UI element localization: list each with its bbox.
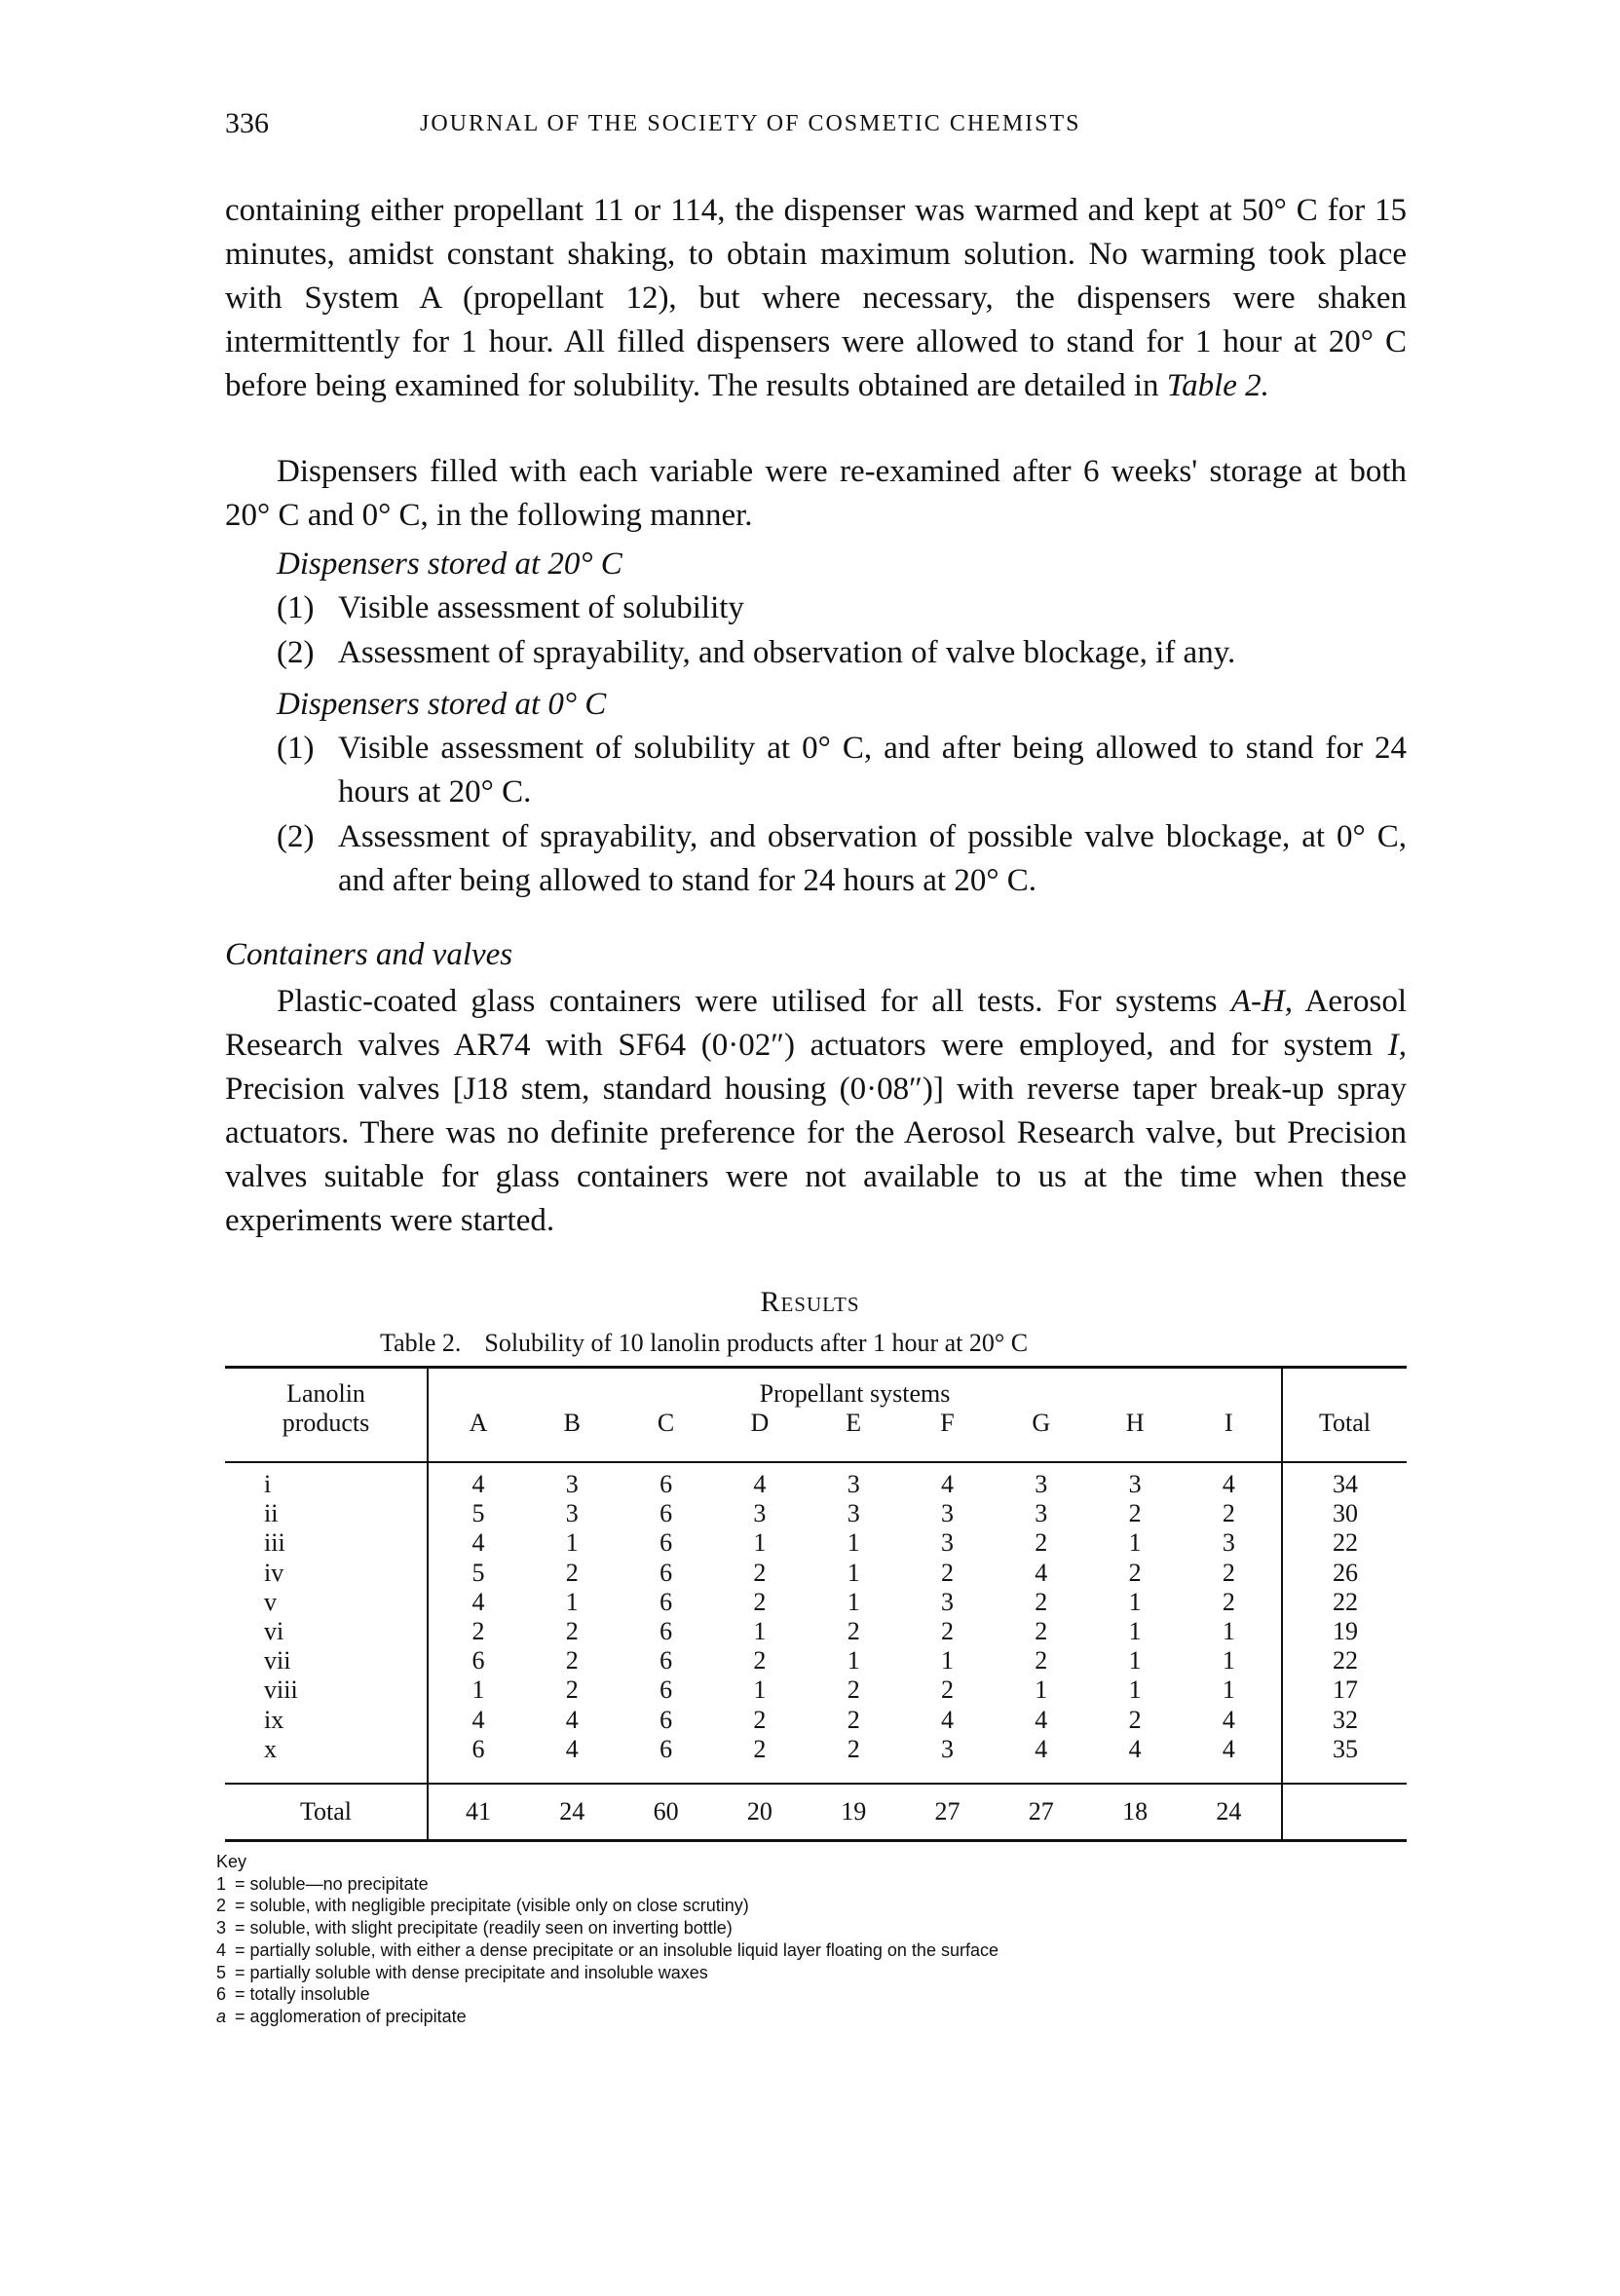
- row-label: ii: [264, 1499, 279, 1528]
- row-label: viii: [264, 1675, 298, 1705]
- item-text: Visible assessment of solubility: [338, 590, 744, 625]
- table-cell: 4: [1035, 1734, 1048, 1763]
- row-total: 35: [1333, 1734, 1358, 1763]
- table-cell: 3: [941, 1499, 954, 1528]
- table-cell: 4: [753, 1470, 767, 1498]
- list-item: [277, 631, 1407, 675]
- row-total: 19: [1333, 1617, 1358, 1645]
- column-total: 20: [746, 1797, 772, 1826]
- table-cell: 1: [941, 1646, 954, 1675]
- row-label: i: [264, 1470, 272, 1498]
- table-cell: 6: [659, 1470, 673, 1498]
- table-label: Table 2.: [380, 1329, 462, 1357]
- key-item: [216, 1895, 998, 1917]
- table-cell: 3: [941, 1528, 954, 1558]
- column-total: 18: [1122, 1797, 1149, 1826]
- key-item: [216, 1983, 998, 2006]
- table-cell: 3: [1128, 1470, 1142, 1498]
- table-cell: 1: [1128, 1587, 1142, 1616]
- item-number: (1): [277, 590, 315, 625]
- table-cell: 3: [941, 1734, 954, 1763]
- table-cell: 2: [1035, 1617, 1048, 1645]
- table-cell: 1: [753, 1617, 767, 1645]
- column-header-C: C: [657, 1409, 675, 1437]
- column-total: 41: [466, 1797, 491, 1826]
- key-symbol: 6: [216, 1984, 227, 2005]
- row-total: 22: [1333, 1528, 1358, 1558]
- table-key: [216, 1851, 998, 2028]
- key-item: [216, 2006, 998, 2028]
- table-reference: Table 2.: [1166, 368, 1269, 403]
- table-cell: 1: [1035, 1675, 1048, 1705]
- header-rule: [225, 1461, 1407, 1463]
- table-cell: 5: [471, 1558, 485, 1587]
- key-symbol: 3: [216, 1918, 227, 1938]
- table-cell: 1: [1222, 1646, 1235, 1675]
- table-cell: 1: [471, 1675, 485, 1705]
- system-label: I,: [1387, 1028, 1407, 1063]
- table-cell: 1: [847, 1528, 860, 1558]
- table-cell: 1: [1128, 1646, 1142, 1675]
- total-header: Total: [1318, 1409, 1372, 1437]
- item-text: Assessment of sprayability, and observation of valve blockage, if any.: [338, 635, 1236, 670]
- column-total: 24: [559, 1797, 585, 1826]
- key-text: = soluble, with slight precipitate (readily seen on inverting bottle): [235, 1918, 733, 1938]
- table-cell: 2: [941, 1675, 954, 1705]
- paragraph-1-text: containing either propellant 11 or 114, the dispenser was warmed and kept at 50° C for 15 minutes, amidst constant shaking, to obtain maximum solution. No warming took place with System A (propellant 12), but where necessary, the dispensers were shaken intermittently for 1 hour. All filled dispensers were allowed to stand for 1 hour at 20° C before being examined for solubility. The results obtained are detailed in: [225, 193, 1407, 403]
- row-label: x: [264, 1734, 277, 1763]
- row-total: 32: [1333, 1705, 1358, 1734]
- row-total: 30: [1333, 1499, 1358, 1528]
- key-text: = totally insoluble: [235, 1984, 370, 2005]
- table-cell: 2: [847, 1675, 860, 1705]
- key-item: [216, 1873, 998, 1896]
- table-cell: 3: [565, 1470, 579, 1498]
- table-cell: 4: [471, 1528, 485, 1558]
- table-cell: 2: [847, 1705, 860, 1734]
- item-text: Assessment of sprayability, and observation of possible valve blockage, at 0° C, and after being allowed to stand for 24 hours at 20° C.: [338, 819, 1407, 898]
- key-symbol: 4: [216, 1939, 227, 1960]
- system-range: A-H,: [1230, 984, 1294, 1019]
- paragraph-containers: [225, 980, 1407, 1243]
- list-item: [277, 586, 1407, 630]
- table-cell: 4: [471, 1587, 485, 1616]
- table-cell: 6: [659, 1705, 673, 1734]
- column-header-G: G: [1032, 1409, 1051, 1437]
- row-total: 26: [1333, 1558, 1358, 1587]
- column-total: 60: [653, 1797, 679, 1826]
- table-cell: 1: [753, 1675, 767, 1705]
- total-row-label: Total: [299, 1797, 353, 1826]
- column-divider: [427, 1368, 429, 1841]
- key-title: Key: [216, 1852, 247, 1871]
- table-cell: 2: [565, 1558, 579, 1587]
- table-cell: 4: [1128, 1734, 1142, 1763]
- row-total: 22: [1333, 1587, 1358, 1616]
- table-cell: 6: [471, 1734, 485, 1763]
- table-cell: 3: [847, 1499, 860, 1528]
- item-number: (2): [277, 635, 315, 670]
- row-header: [225, 1379, 427, 1438]
- table-cell: 6: [659, 1528, 673, 1558]
- total-rule: [225, 1783, 1407, 1785]
- table-cell: 4: [565, 1734, 579, 1763]
- table-cell: 4: [565, 1705, 579, 1734]
- section-heading-containers: Containers and valves: [225, 937, 513, 972]
- list-item: [277, 727, 1407, 814]
- key-text: = soluble—no precipitate: [235, 1873, 429, 1894]
- table-cell: 1: [847, 1558, 860, 1587]
- table-cell: 1: [1128, 1528, 1142, 1558]
- table-cell: 2: [753, 1587, 767, 1616]
- column-total: 19: [841, 1797, 867, 1826]
- text: Precision valves [J18 stem, standard housing (0·08″)] with reverse taper break-up spray actuators. There was no definite preference for the Aerosol Research valve, but Precision valves suitable for glass containers were not available to us at the time when these experiments were started.: [225, 1072, 1407, 1238]
- group-header: Propellant systems: [759, 1379, 951, 1408]
- table-bottom-rule: [225, 1839, 1407, 1842]
- table-cell: 6: [659, 1734, 673, 1763]
- column-header-H: H: [1125, 1409, 1145, 1437]
- table-cell: 3: [847, 1470, 860, 1498]
- table-cell: 2: [753, 1705, 767, 1734]
- table-cell: 2: [1128, 1499, 1142, 1528]
- table-cell: 2: [1128, 1705, 1142, 1734]
- key-item: [216, 1962, 998, 1984]
- table-cell: 1: [1222, 1617, 1235, 1645]
- table-cell: 1: [847, 1646, 860, 1675]
- column-header-F: F: [940, 1409, 955, 1437]
- table-cell: 3: [753, 1499, 767, 1528]
- column-header-E: E: [846, 1409, 862, 1437]
- table-cell: 3: [1222, 1528, 1235, 1558]
- table-cell: 4: [941, 1705, 954, 1734]
- table-cell: 2: [1222, 1499, 1235, 1528]
- table-cell: 2: [565, 1675, 579, 1705]
- paragraph-2-text: Dispensers filled with each variable were re-examined after 6 weeks' storage at both 20° C and 0° C, in the following manner.: [225, 454, 1407, 533]
- key-text: = agglomeration of precipitate: [235, 2006, 467, 2026]
- paragraph-2: [225, 450, 1407, 538]
- row-total: 34: [1333, 1470, 1358, 1498]
- row-label: v: [264, 1587, 277, 1616]
- key-item: [216, 1939, 998, 1962]
- column-total: 27: [934, 1797, 961, 1826]
- table-cell: 2: [1222, 1587, 1235, 1616]
- row-total: 17: [1333, 1675, 1358, 1705]
- row-label: iii: [264, 1528, 285, 1558]
- key-text: = soluble, with negligible precipitate (visible only on close scrutiny): [235, 1896, 749, 1916]
- table-cell: 2: [847, 1734, 860, 1763]
- table-cell: 2: [753, 1646, 767, 1675]
- journal-title: JOURNAL OF THE SOCIETY OF COSMETIC CHEMISTS: [420, 111, 1081, 136]
- text: Aerosol Research valves AR74 with SF64 (0·02″) actuators were employed, and for system: [225, 984, 1408, 1063]
- item-number: (2): [277, 819, 315, 854]
- table-cell: 4: [1035, 1705, 1048, 1734]
- table-cell: 2: [1035, 1528, 1048, 1558]
- row-label: vii: [264, 1646, 291, 1675]
- key-text: = partially soluble, with either a dense precipitate or an insoluble liquid layer floating on the surface: [235, 1939, 998, 1960]
- table-cell: 2: [1222, 1558, 1235, 1587]
- caption-text: Solubility of 10 lanolin products after 1 hour at 20° C: [484, 1329, 1029, 1357]
- table-top-rule: [225, 1366, 1407, 1369]
- subheading-stored-20c: Dispensers stored at 20° C: [277, 546, 622, 582]
- table-cell: 2: [565, 1617, 579, 1645]
- row-label: vi: [264, 1617, 284, 1645]
- row-total: 22: [1333, 1646, 1358, 1675]
- table-cell: 6: [659, 1646, 673, 1675]
- paragraph-1: [225, 189, 1407, 408]
- row-header-line: Lanolin: [286, 1379, 365, 1408]
- table-cell: 5: [471, 1499, 485, 1528]
- list-item: [277, 815, 1407, 903]
- subheading-stored-0c: Dispensers stored at 0° C: [277, 687, 607, 722]
- text: Plastic-coated glass containers were utilised for all tests. For systems: [277, 984, 1218, 1019]
- table-cell: 6: [659, 1587, 673, 1616]
- table-cell: 1: [565, 1587, 579, 1616]
- table-caption: [380, 1329, 1051, 1358]
- table-cell: 6: [659, 1499, 673, 1528]
- table-cell: 4: [941, 1470, 954, 1498]
- table-cell: 3: [1035, 1499, 1048, 1528]
- solubility-table: [225, 1364, 1407, 1843]
- table-cell: 4: [471, 1470, 485, 1498]
- key-symbol: 1: [216, 1873, 227, 1894]
- key-symbol: 2: [216, 1896, 227, 1916]
- table-cell: 4: [1222, 1705, 1235, 1734]
- table-cell: 2: [471, 1617, 485, 1645]
- table-cell: 2: [565, 1646, 579, 1675]
- table-cell: 2: [753, 1558, 767, 1587]
- table-cell: 2: [753, 1734, 767, 1763]
- key-symbol: a: [216, 2006, 227, 2026]
- key-item: [216, 1917, 998, 1939]
- table-cell: 6: [659, 1675, 673, 1705]
- table-cell: 1: [753, 1528, 767, 1558]
- table-cell: 3: [941, 1587, 954, 1616]
- column-header-B: B: [563, 1409, 581, 1437]
- key-symbol: 5: [216, 1962, 227, 1982]
- key-text: = partially soluble with dense precipitate and insoluble waxes: [235, 1962, 708, 1982]
- table-cell: 3: [565, 1499, 579, 1528]
- table-cell: 4: [1035, 1558, 1048, 1587]
- table-cell: 1: [847, 1587, 860, 1616]
- table-cell: 3: [1035, 1470, 1048, 1498]
- column-divider: [1281, 1368, 1283, 1841]
- table-cell: 6: [659, 1617, 673, 1645]
- table-cell: 2: [941, 1558, 954, 1587]
- table-cell: 1: [1128, 1617, 1142, 1645]
- table-cell: 2: [941, 1617, 954, 1645]
- table-cell: 2: [1035, 1587, 1048, 1616]
- table-cell: 1: [1222, 1675, 1235, 1705]
- page-number: 336: [225, 107, 269, 139]
- item-text: Visible assessment of solubility at 0° C, and after being allowed to stand for 24 hours at 20° C.: [338, 731, 1407, 809]
- table-cell: 4: [471, 1705, 485, 1734]
- column-total: 27: [1028, 1797, 1054, 1826]
- table-cell: 4: [1222, 1734, 1235, 1763]
- table-cell: 6: [471, 1646, 485, 1675]
- table-cell: 1: [565, 1528, 579, 1558]
- row-label: ix: [264, 1705, 284, 1734]
- column-total: 24: [1216, 1797, 1242, 1826]
- column-header-I: I: [1224, 1409, 1233, 1437]
- table-cell: 6: [659, 1558, 673, 1587]
- column-header-A: A: [469, 1409, 488, 1437]
- table-cell: 4: [1222, 1470, 1235, 1498]
- row-header-line: products: [282, 1409, 370, 1437]
- column-header-D: D: [750, 1409, 770, 1437]
- item-number: (1): [277, 731, 315, 766]
- table-cell: 2: [1128, 1558, 1142, 1587]
- results-heading: Results: [760, 1286, 860, 1318]
- table-cell: 2: [847, 1617, 860, 1645]
- row-label: iv: [264, 1558, 284, 1587]
- table-cell: 1: [1128, 1675, 1142, 1705]
- table-cell: 2: [1035, 1646, 1048, 1675]
